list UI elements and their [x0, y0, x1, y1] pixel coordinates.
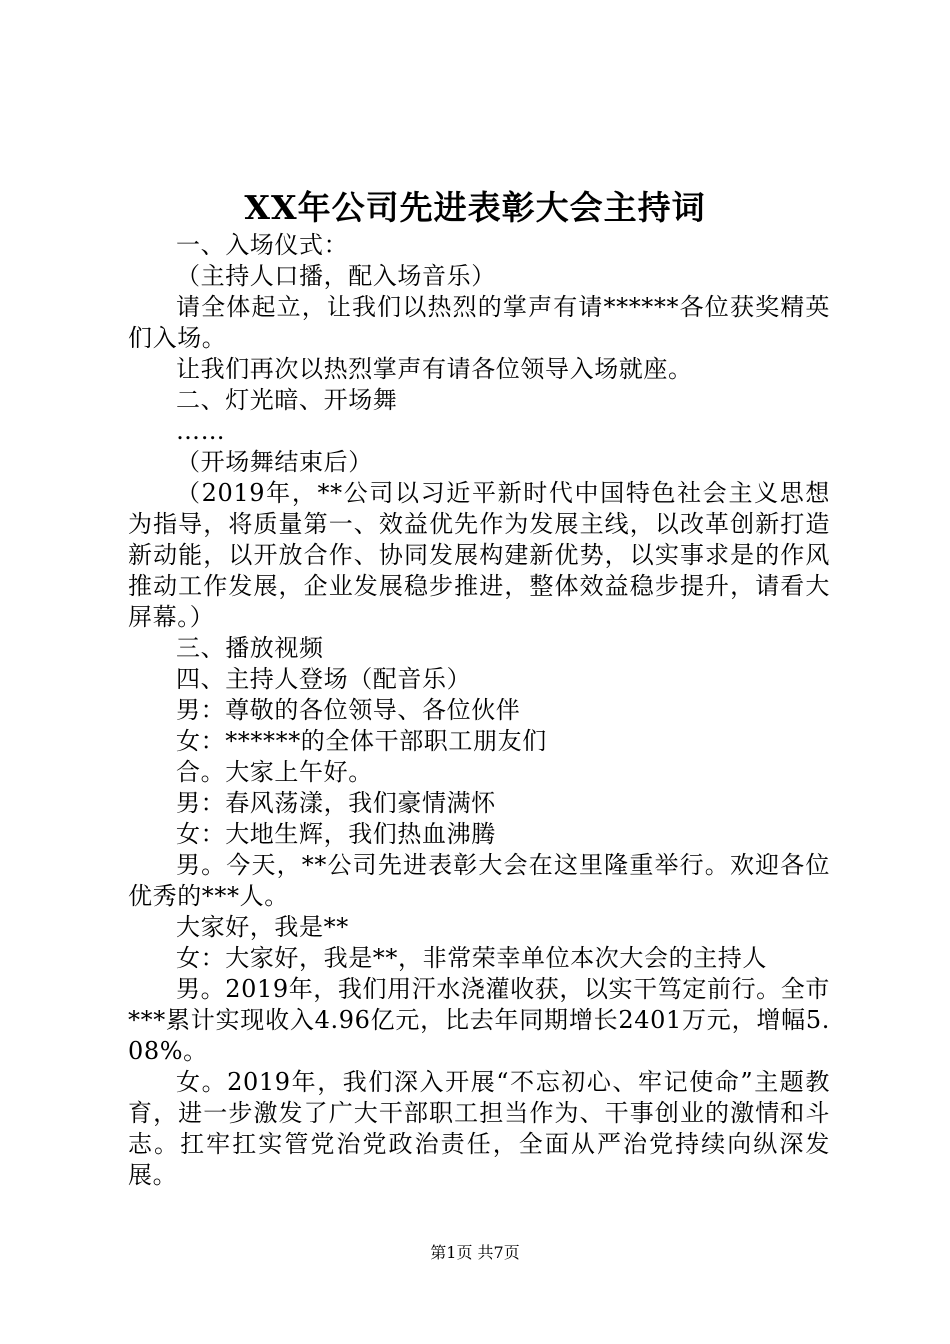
paragraph: 四、主持人登场（配音乐）: [176, 665, 472, 693]
paragraph: 二、灯光暗、开场舞: [176, 386, 398, 414]
page-indicator: 第1页 共7页: [430, 1243, 520, 1262]
paragraph: 男：尊敬的各位领导、各位伙伴: [176, 696, 521, 724]
paragraph: （开场舞结束后）: [176, 448, 373, 476]
paragraph: 合。大家上午好。: [176, 758, 373, 786]
paragraph: ……: [176, 417, 226, 445]
paragraph: 大家好，我是**: [176, 913, 349, 941]
paragraph: 请全体起立，让我们以热烈的掌声有请******各位获奖精英们入场。: [128, 293, 830, 352]
paragraph: 男。今天，**公司先进表彰大会在这里隆重举行。欢迎各位优秀的***人。: [128, 851, 830, 910]
paragraph: （2019年，**公司以习近平新时代中国特色社会主义思想为指导，将质量第一、效益优先作为发展主线，以改革创新打造新动能，以开放合作、协同发展构建新优势，以实事求是的作风推动工作发展，企业发展稳步推进，整体效益稳步提升，请看大屏幕。）: [128, 479, 830, 631]
paragraph: 女：大地生辉，我们热血沸腾: [176, 820, 496, 848]
paragraph: 女：大家好，我是**，非常荣幸单位本次大会的主持人: [176, 944, 767, 972]
paragraph: 三、播放视频: [176, 634, 324, 662]
paragraph: 女。2019年，我们深入开展“不忘初心、牢记使命”主题教育，进一步激发了广大干部职工担当作为、干事创业的激情和斗志。扛牢扛实管党治党政治责任，全面从严治党持续向纵深发展。: [128, 1068, 830, 1189]
document-body: [128, 230, 830, 1191]
paragraph: 女：******的全体干部职工朋友们: [176, 727, 547, 755]
paragraph: （主持人口播，配入场音乐）: [176, 262, 496, 290]
paragraph: 一、入场仪式：: [176, 231, 349, 259]
paragraph: 男：春风荡漾，我们豪情满怀: [176, 789, 496, 817]
document-title: XX年公司先进表彰大会主持词: [244, 188, 706, 227]
paragraph: 男。2019年，我们用汗水浇灌收获，以实干笃定前行。全市***累计实现收入4.96亿元，比去年同期增长2401万元，增幅5.08%。: [128, 975, 830, 1065]
paragraph: 让我们再次以热烈掌声有请各位领导入场就座。: [176, 355, 693, 383]
